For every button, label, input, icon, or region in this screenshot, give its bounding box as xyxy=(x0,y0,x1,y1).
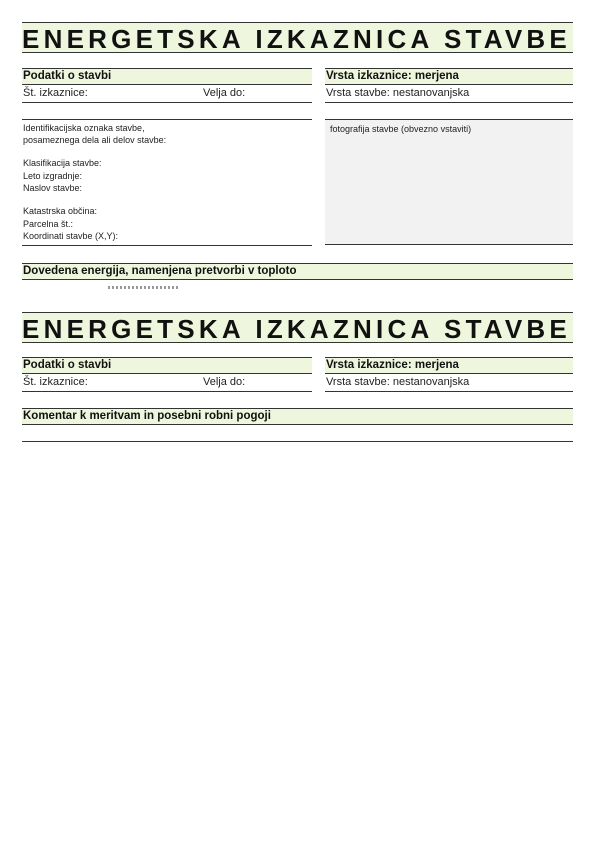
label-ident-2: posameznega dela ali delov stavbe: xyxy=(23,135,167,145)
divider xyxy=(22,245,312,246)
label-vrsta-stavbe: Vrsta stavbe: nestanovanjska xyxy=(326,87,470,99)
label-naslov: Naslov stavbe: xyxy=(23,183,83,193)
photo-placeholder xyxy=(325,119,573,245)
label-velja-do: Velja do: xyxy=(203,376,246,388)
label-parcelna: Parcelna št.: xyxy=(23,219,74,229)
label-fotografija: fotografija stavbe (obvezno vstaviti) xyxy=(330,124,472,134)
label-koordinati: Koordinati stavbe (X,Y): xyxy=(23,231,119,241)
section-header-podatki: Podatki o stavbi xyxy=(22,357,312,374)
label-katastrska: Katastrska občina: xyxy=(23,206,98,216)
field-row-izkaznica xyxy=(22,375,312,392)
section-header-vrsta: Vrsta izkaznice: merjena xyxy=(325,68,573,85)
title-band xyxy=(22,22,573,53)
section-header-komentar: Komentar k meritvam in posebni robni pogoji xyxy=(22,408,573,425)
section-header-dovedena: Dovedena energija, namenjena pretvorbi v toploto xyxy=(22,263,573,280)
section-header-podatki: Podatki o stavbi xyxy=(22,68,312,85)
label-st-izkaznice: Št. izkaznice: xyxy=(23,87,88,99)
title-band xyxy=(22,312,573,343)
cutoff-artifact xyxy=(108,286,178,289)
label-velja-do: Velja do: xyxy=(203,87,246,99)
label-vrsta-stavbe: Vrsta stavbe: nestanovanjska xyxy=(326,376,470,388)
label-leto-izgradnje: Leto izgradnje: xyxy=(23,171,83,181)
field-row-izkaznica xyxy=(22,86,312,103)
section-header-vrsta: Vrsta izkaznice: merjena xyxy=(325,357,573,374)
label-st-izkaznice: Št. izkaznice: xyxy=(23,376,88,388)
field-row-vrsta-stavbe xyxy=(325,86,573,103)
field-row-vrsta-stavbe xyxy=(325,375,573,392)
page-title: ENERGETSKA IZKAZNICA STAVBE xyxy=(22,24,571,54)
label-ident-1: Identifikacijska oznaka stavbe, xyxy=(23,123,145,133)
page-title: ENERGETSKA IZKAZNICA STAVBE xyxy=(22,314,571,344)
divider xyxy=(22,441,573,442)
label-klasifikacija: Klasifikacija stavbe: xyxy=(23,158,102,168)
divider xyxy=(22,119,312,120)
